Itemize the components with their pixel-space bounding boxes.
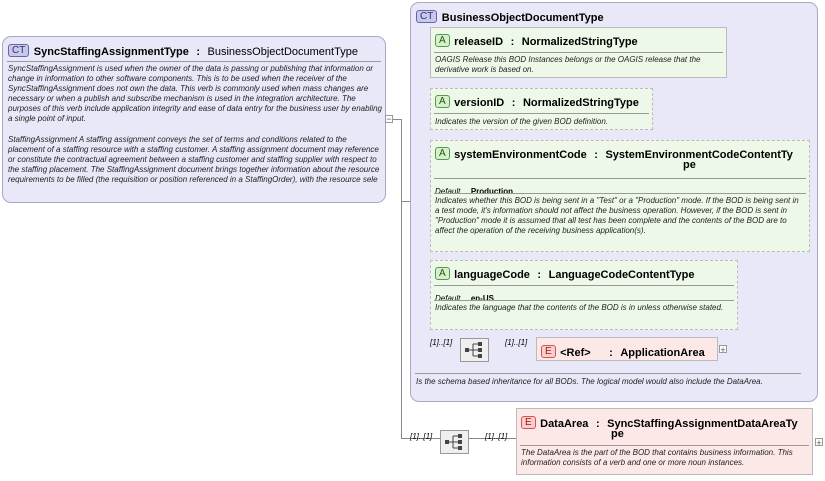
attribute-header (435, 93, 639, 111)
element-colon: : (609, 347, 616, 359)
element-icon: E (541, 345, 556, 358)
attribute-header (435, 32, 638, 50)
expand-application-area-toggle[interactable]: + (720, 345, 726, 355)
root-description-2: StaffingAssignment A staffing assignment conveys the set of terms and conditions related to the placement of a staffing resource with a staffing customer. A staffing assignment document may reference or constitute the contractual agreement between a staffing customer and staffing supplier with respect to the staffing placement. The StaffingAssignment document brings together information about the resource requirements to be filled (the requisition or position referenced in a StaffingOrder), with the resource sele (8, 135, 380, 184)
attribute-type: SystemEnvironmentCodeContentTy (605, 149, 793, 161)
element-icon: E (521, 416, 536, 429)
attribute-description: Indicates whether this BOD is being sent in a "Test" or a "Production" mode. If the BOD is being sent in a test mode, it's information should not affect the business operation. However, if the BOD is sent in "Production" mode it is assumed that all test has been complete and the contents of the BOD are to affect the operation of the receiving business application(s). (435, 196, 799, 235)
attribute-description: Indicates the version of the given BOD definition. (435, 117, 608, 126)
root-type-name: SyncStaffingAssignmentType (33, 46, 189, 58)
element-application-area[interactable] (536, 337, 718, 361)
attribute-icon: A (435, 267, 450, 280)
sequence-cardinality: [1]..[1] (410, 432, 433, 441)
element-cardinality: [1]..[1] (485, 432, 508, 441)
element-cardinality: [1]..[1] (505, 338, 528, 347)
root-header (8, 42, 382, 58)
attribute-language-code[interactable] (430, 260, 738, 330)
default-value: Production (470, 187, 514, 196)
attribute-type: LanguageCodeContentType (548, 269, 695, 281)
attribute-icon: A (435, 34, 450, 47)
element-type-continued: pe (611, 428, 624, 440)
attribute-description: OAGIS Release this BOD Instances belongs or the OAGIS release that the derivative work is based on. (435, 55, 701, 74)
default-label: Default (435, 294, 461, 303)
sequence-compositor[interactable] (460, 338, 489, 362)
sequence-icon (461, 339, 488, 361)
root-description-1: SyncStaffingAssignment is used when the owner of the data is passing or publishing that information or change in information to other software components. This is to be used when the receiver of the SyncStaffingAssignment does not own the data. This verb is commonly used when mass changes are necessary or when a publish and subscribe mechanism is used in the integration architecture. The purposes of this verb include application integrity and ease of data entry for the business user by enabling a single point of input. (8, 64, 383, 123)
base-type-name: BusinessObjectDocumentType (441, 12, 604, 24)
attribute-type: NormalizedStringType (522, 97, 639, 109)
attribute-version-id[interactable] (430, 88, 653, 130)
attribute-name: versionID (454, 97, 505, 109)
base-footer-description: Is the schema based inheritance for all BODs. The logical model would also include the DataArea. (416, 377, 763, 386)
element-type: SyncStaffingAssignmentDataAreaTy (607, 418, 798, 430)
sequence-cardinality: [1]..[1] (430, 338, 453, 347)
root-separator (7, 61, 381, 62)
element-type: ApplicationArea (620, 347, 705, 359)
default-value: en-US (470, 294, 494, 303)
attribute-header (435, 145, 793, 163)
attribute-colon: : (591, 149, 602, 161)
sequence-compositor[interactable] (440, 430, 469, 454)
element-header (541, 343, 705, 361)
attribute-description: Indicates the language that the contents of the BOD is in unless otherwise stated. (435, 303, 724, 312)
default-label: Default (435, 187, 461, 196)
attribute-name: systemEnvironmentCode (454, 149, 587, 161)
attribute-separator (434, 285, 734, 286)
root-colon: : (193, 46, 204, 58)
element-description: The DataArea is the part of the BOD that contains business information. This information consists of a verb and one or more noun instances. (521, 448, 793, 467)
attribute-separator-2 (434, 193, 806, 194)
attribute-name: releaseID (454, 36, 504, 48)
attribute-type: NormalizedStringType (521, 36, 638, 48)
attribute-icon: A (435, 95, 450, 108)
attribute-name: languageCode (454, 269, 530, 281)
root-base-type: BusinessObjectDocumentType (207, 46, 358, 58)
element-colon: : (592, 418, 603, 430)
element-name: DataArea (540, 418, 589, 430)
sequence-icon (441, 431, 468, 453)
attribute-colon: : (508, 97, 519, 109)
element-separator (520, 445, 809, 446)
attribute-separator (434, 52, 723, 53)
attribute-separator (434, 113, 649, 114)
complex-type-icon: CT (8, 44, 29, 57)
root-collapse-toggle[interactable]: − (386, 114, 392, 124)
attribute-separator-2 (434, 300, 734, 301)
element-data-area[interactable] (516, 408, 813, 475)
attribute-header (435, 265, 694, 283)
connector-trunk-v (401, 119, 402, 438)
attribute-colon: : (507, 36, 518, 48)
attribute-system-environment-code[interactable] (430, 140, 810, 252)
element-name: <Ref> (560, 347, 591, 359)
attribute-separator (434, 178, 806, 179)
base-footer-separator (415, 373, 801, 374)
attribute-release-id[interactable] (430, 27, 727, 78)
expand-data-area-toggle[interactable]: + (816, 438, 822, 448)
attribute-type-continued: pe (683, 159, 696, 171)
attribute-colon: : (534, 269, 545, 281)
root-complex-type[interactable] (2, 36, 392, 203)
base-header (416, 8, 604, 26)
complex-type-icon: CT (416, 10, 437, 23)
attribute-icon: A (435, 147, 450, 160)
element-header (521, 414, 798, 432)
